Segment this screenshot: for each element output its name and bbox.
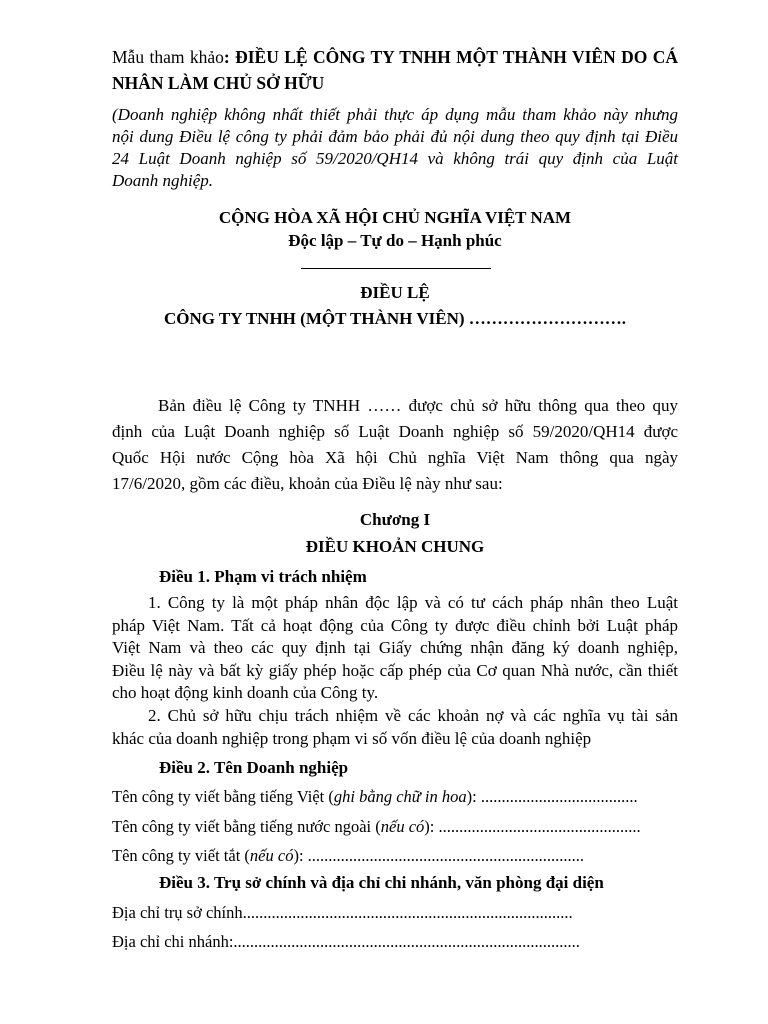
document-title bbox=[112, 44, 678, 96]
field-label: Tên công ty viết bằng tiếng Việt ( bbox=[112, 787, 334, 806]
article-1-line: Việt Nam và theo các quy định tại Giấy chứng nhận đăng ký doanh nghiệp, bbox=[112, 638, 678, 657]
field-hint: nếu có bbox=[380, 817, 425, 836]
country-name: CỘNG HÒA XÃ HỘI CHỦ NGHĨA VIỆT NAM bbox=[218, 208, 572, 227]
article-1-line: Điều lệ này và bất kỳ giấy phép hoặc cấp phép của Cơ quan Nhà nước, cần thiết bbox=[112, 660, 678, 680]
title-prefix: Mẫu tham khảo bbox=[112, 47, 224, 67]
national-slogan: Độc lập – Tự do – Hạnh phúc bbox=[288, 231, 502, 250]
field-blank: ): ................................................................... bbox=[293, 846, 585, 865]
intro-paragraph bbox=[112, 393, 678, 497]
branch-field: Địa chỉ chi nhánh:.................................................................................... bbox=[112, 932, 580, 951]
head-office-field: Địa chỉ trụ sở chính................................................................................ bbox=[112, 903, 573, 922]
article-1-line: khác của doanh nghiệp trong phạm vi số vốn điều lệ của doanh nghiệp bbox=[112, 728, 592, 748]
intro-line: định của Luật Doanh nghiệp số Luật Doanh nghiệp số 59/2020/QH14 được bbox=[112, 422, 678, 441]
field-blank: ): ................................................. bbox=[424, 817, 641, 836]
note-line: nội dung Điều lệ công ty phải đảm bảo phải đủ nội dung theo quy định tại Điều bbox=[112, 127, 678, 146]
note-line: (Doanh nghiệp không nhất thiết phải thực áp dụng mẫu tham khảo này nhưng bbox=[112, 105, 678, 124]
chapter-number: Chương I bbox=[359, 510, 431, 529]
note-line: Doanh nghiệp. bbox=[112, 171, 214, 190]
title-line-1: ĐIỀU LỆ CÔNG TY TNHH MỘT THÀNH VIÊN DO CÁ bbox=[235, 47, 678, 67]
vn-name-field bbox=[112, 786, 680, 808]
charter-company-name: CÔNG TY TNHH (MỘT THÀNH VIÊN) ………………………. bbox=[163, 309, 627, 328]
article-1-line: cho hoạt động kinh doanh của Công ty. bbox=[112, 683, 379, 702]
article-1-line: 2. Chủ sở hữu chịu trách nhiệm về các khoản nợ và các nghĩa vụ tài sản bbox=[148, 706, 678, 725]
field-hint: nếu có bbox=[249, 846, 294, 865]
abbr-name-field bbox=[112, 845, 680, 867]
guidance-note bbox=[112, 104, 678, 192]
field-label: Tên công ty viết tắt ( bbox=[112, 846, 250, 865]
charter-heading: ĐIỀU LỆ bbox=[360, 283, 430, 302]
article-1-line: pháp Việt Nam. Tất cả hoạt động của Công ty được điều chỉnh bởi Luật pháp bbox=[112, 615, 678, 635]
note-line: 24 Luật Doanh nghiệp số 59/2020/QH14 và không trái quy định của Luật bbox=[112, 149, 678, 168]
field-label: Tên công ty viết bằng tiếng nước ngoài ( bbox=[112, 817, 381, 836]
foreign-name-field bbox=[112, 816, 680, 838]
chapter-title: ĐIỀU KHOẢN CHUNG bbox=[305, 537, 485, 556]
article-1-line: 1. Công ty là một pháp nhân độc lập và có tư cách pháp nhân theo Luật bbox=[148, 593, 678, 612]
intro-line: Bản điều lệ Công ty TNHH …… được chủ sở hữu thông qua theo quy bbox=[158, 396, 678, 415]
article-1-title: Điều 1. Phạm vi trách nhiệm bbox=[159, 567, 367, 586]
intro-line: Quốc Hội nước Cộng hòa Xã hội Chủ nghĩa Việt Nam thông qua ngày bbox=[112, 448, 678, 467]
article-1-paragraph-2 bbox=[112, 705, 678, 750]
article-3-title: Điều 3. Trụ sở chính và địa chỉ chi nhánh, văn phòng đại diện bbox=[159, 873, 604, 892]
title-colon: : bbox=[223, 47, 236, 67]
article-1-paragraph-1 bbox=[112, 592, 678, 705]
field-blank: ): ...................................... bbox=[466, 787, 638, 806]
field-hint: ghi bằng chữ in hoa bbox=[333, 787, 467, 806]
intro-line: 17/6/2020, gồm các điều, khoản của Điều lệ này như sau: bbox=[112, 474, 503, 493]
divider-line bbox=[301, 268, 491, 269]
article-2-title: Điều 2. Tên Doanh nghiệp bbox=[159, 758, 349, 777]
title-line-2: NHÂN LÀM CHỦ SỞ HỮU bbox=[112, 73, 325, 93]
